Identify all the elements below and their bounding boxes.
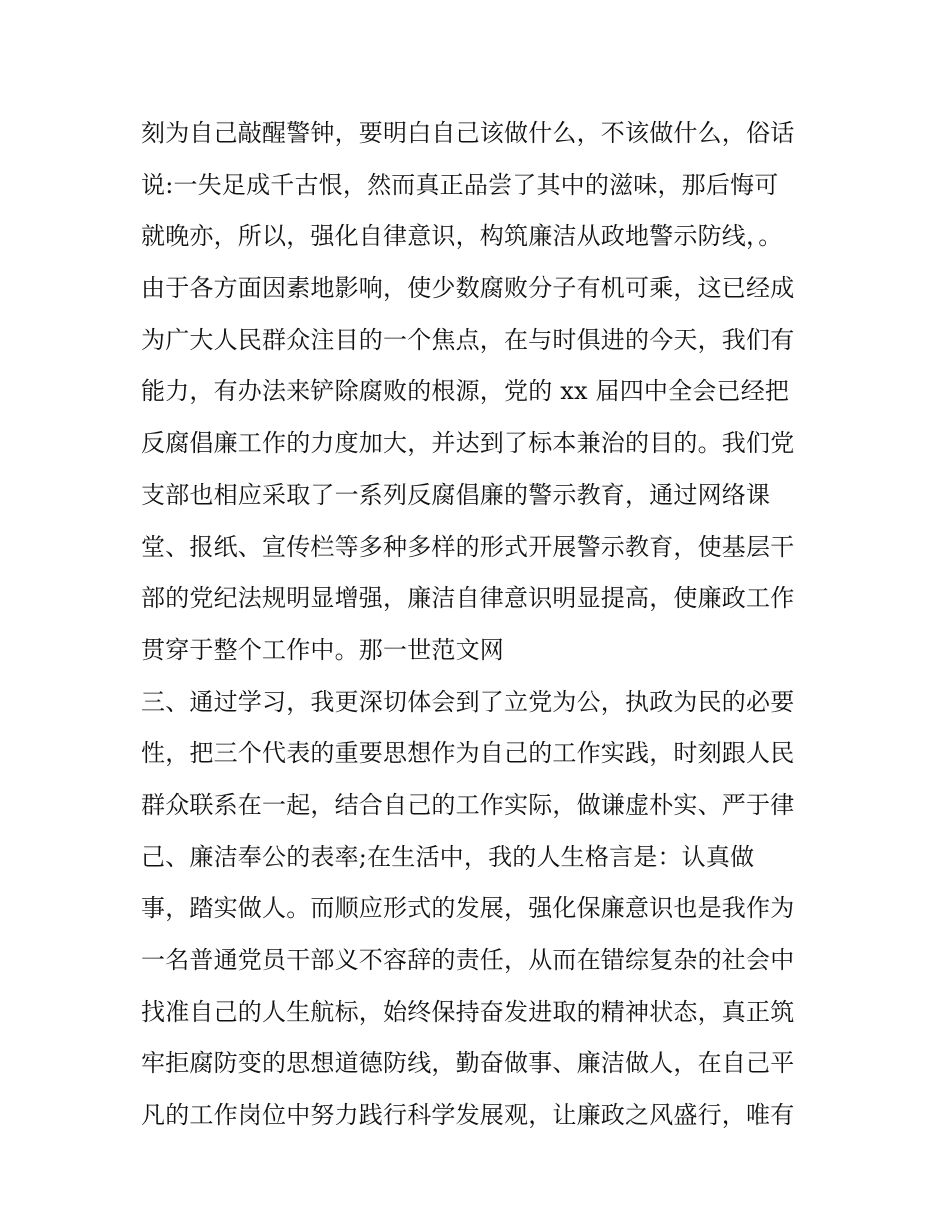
text-line: 由于各方面因素地影响，使少数腐败分子有机可乘，这已经成 bbox=[141, 274, 795, 303]
text-line: 就晚亦，所以，强化自律意识，构筑廉洁从政地警示防线，。 bbox=[141, 222, 783, 251]
text-line: 贯穿于整个工作中。那一世范文网 bbox=[141, 635, 504, 664]
text-line: 群众联系在一起，结合自己的工作实际，做谦虚朴实、严于律 bbox=[141, 790, 795, 819]
text-line: 性，把三个代表的重要思想作为自己的工作实践，时刻跟人民 bbox=[141, 739, 795, 768]
text-line: 三、通过学习，我更深切体会到了立党为公，执政为民的必要 bbox=[141, 687, 795, 716]
text-line: 堂、报纸、宣传栏等多种多样的形式开展警示教育，使基层干 bbox=[141, 532, 795, 561]
text-line: 刻为自己敲醒警钟，要明白自己该做什么，不该做什么，俗话 bbox=[141, 119, 795, 147]
text-line: 找准自己的人生航标，始终保持奋发进取的精神状态，真正筑 bbox=[141, 997, 795, 1026]
body-text bbox=[141, 108, 821, 1142]
text-line: 部的党纪法规明显增强，廉洁自律意识明显提高，使廉政工作 bbox=[141, 584, 795, 613]
text-line: 牢拒腐防变的思想道德防线，勤奋做事、廉洁做人，在自己平 bbox=[141, 1049, 795, 1078]
text-line: 一名普通党员干部义不容辞的责任，从而在错综复杂的社会中 bbox=[141, 946, 795, 974]
text-line: 为广大人民群众注目的一个焦点，在与时俱进的今天，我们有 bbox=[141, 325, 795, 354]
text-line: 能力，有办法来铲除腐败的根源，党的 xx 届四中全会已经把 bbox=[141, 377, 790, 406]
text-line: 己、廉洁奉公的表率;在生活中，我的人生格言是：认真做 bbox=[141, 842, 755, 871]
text-line: 事，踏实做人。而顺应形式的发展，强化保廉意识也是我作为 bbox=[141, 894, 795, 923]
text-line: 反腐倡廉工作的力度加大，并达到了标本兼治的目的。我们党 bbox=[141, 429, 795, 458]
text-line: 说:一失足成千古恨，然而真正品尝了其中的滋味，那后悔可 bbox=[141, 170, 779, 199]
text-line: 凡的工作岗位中努力践行科学发展观，让廉政之风盛行，唯有 bbox=[141, 1101, 795, 1130]
text-line: 支部也相应采取了一系列反腐倡廉的警示教育，通过网络课 bbox=[141, 480, 771, 509]
